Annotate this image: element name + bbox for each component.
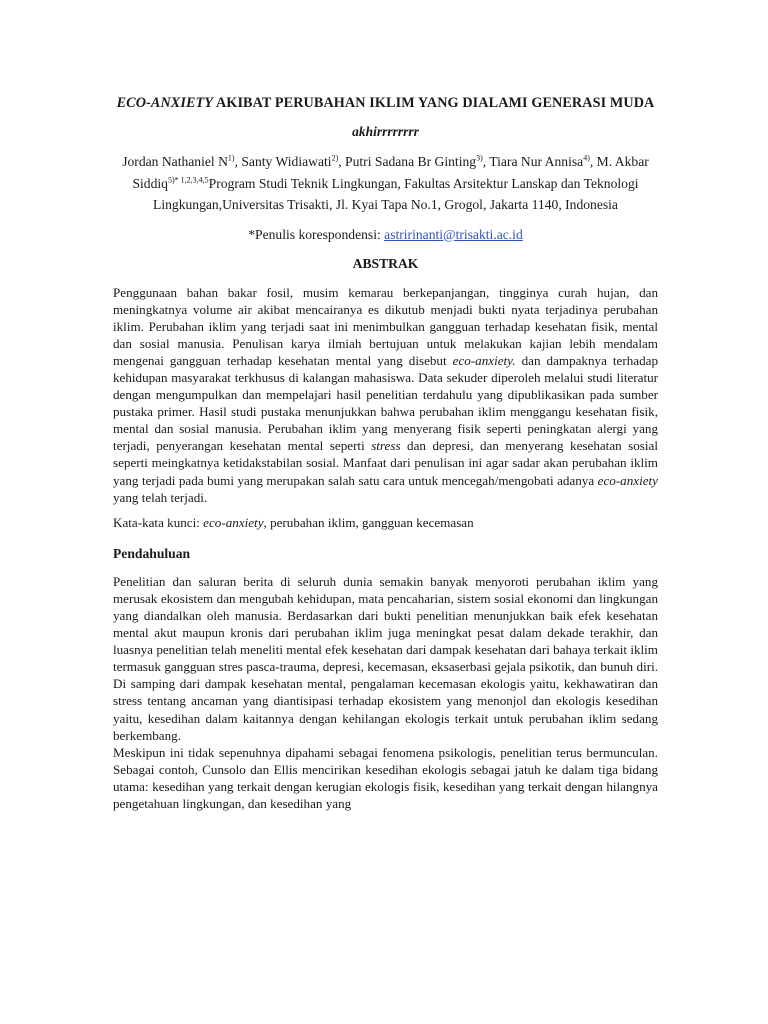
abstract-text-3: dan depresi, dan menyerang kesehatan sosial seperti meingkatnya ketidakstabilan sosial. Manfaat dari penulisan ini agar sadar akan perubahan iklim yang terjadi pada bumi yang merupakan salah satu cara untuk mencegah/mengobati adanya (113, 438, 658, 488)
abstract-text-2: dan dampaknya terhadap kehidupan masyarakat terkhusus di kalangan mahasiswa. Data sekuder diperoleh melalui studi literatur dengan mengumpulkan dan mempelajari hasil penelitian terdahulu yang dipublikasikan pada sumber pustaka primer. Hasil studi pustaka menunjukkan bahwa perubahan iklim menggangu kesehatan fisik, mental dan sosial manusia. Perubahan iklim yang menyerang fisik seperti peningkatan alergi yang terjadi, penyerangan kesehatan mental seperti (113, 352, 658, 454)
correspondence-line (113, 225, 658, 245)
author-1-sup: 1) (227, 153, 235, 163)
paper-subtitle: akhirrrrrrrr (352, 124, 419, 139)
body-paragraph-2: Meskipun ini tidak sepenuhnya dipahami sebagai fenomena psikologis, penelitian terus bermunculan. Sebagai contoh, Cunsolo dan Ellis mencirikan kesedihan ekologis sebagai jatuh ke dalam tiga bidang utama: kesedihan yang terkait dengan kerugian ekologis fisik, kesedihan yang terkait dengan hilangnya pengetahuan lingkungan, dan kesedihan yang (113, 744, 658, 812)
body-paragraph-1: Penelitian dan saluran berita di seluruh dunia semakin banyak menyoroti perubahan iklim yang merusak ekosistem dan mengubah kehidupan, mata pencaharian, sistem sosial ekonomi dan lingkungan yang diandalkan oleh manusia. Berdasarkan dari bukti penelitian menunjukkan baik efek kesehatan mental akut maupun kronis dari perubahan iklim juga meningkat pesat dalam dekade terakhir, dan luasnya penelitian telah meneliti mental efek kesehatan dari dampak kesehatan dari bahaya terkait iklim termasuk gangguan stres pasca-trauma, depresi, kecemasan, eksaserbasi gejala psikotik, dan bunuh diri. Di samping dari dampak kesehatan mental, pengalaman kecemasan ekologis yaitu, kekhawatiran dan stress tentang ancaman yang diantisipasi terhadap ekosistem yang menonjol dan ekologis kesedihan yaitu, kesedihan dalam kaitannya dengan kehilangan ekologis terkait untuk perubahan iklim sedang berkembang. (113, 573, 658, 743)
abstract-italic-1: eco-anxiety. (452, 352, 516, 368)
correspondence-email-link[interactable]: astririnanti@trisakti.ac.id (384, 226, 523, 242)
abstract-text-4: yang telah terjadi. (113, 489, 208, 505)
author-5-sup: 5)* 1,2,3,4,5 (167, 174, 209, 184)
keywords-line (113, 514, 658, 531)
author-3: , Putri Sadana Br Ginting (338, 154, 477, 169)
author-3-sup: 3) (476, 153, 483, 163)
title-italic-part: ECO-ANXIETY (116, 95, 214, 111)
keywords-italic: eco-anxiety (203, 514, 264, 530)
author-block (113, 151, 658, 216)
keywords-rest: , perubahan iklim, gangguan kecemasan (263, 514, 474, 530)
author-4: , Tiara Nur Annisa (482, 154, 584, 169)
paper-title (113, 93, 658, 113)
affiliation: Program Studi Teknik Lingkungan, Fakultas Arsitektur Lanskap dan Teknologi Lingkungan,Universitas Trisakti, Jl. Kyai Tapa No.1, Grogol, Jakarta 1140, Indonesia (153, 175, 639, 212)
author-2: , Santy Widiawati (234, 154, 332, 169)
section-heading-pendahuluan: Pendahuluan (113, 545, 191, 561)
author-4-sup: 4) (583, 153, 590, 163)
author-2-sup: 2) (331, 153, 339, 163)
author-5: , M. Akbar Siddiq (132, 154, 649, 191)
abstract-heading: ABSTRAK (352, 255, 419, 271)
abstract-italic-2: stress (371, 438, 401, 454)
author-1: Jordan Nathaniel N (122, 154, 228, 169)
abstract-text-1: Penggunaan bahan bakar fosil, musim kemarau berkepanjangan, tingginya curah hujan, dan meningkatnya volume air akibat mencairanya es dikutub menjadi bukti nyata terjadinya perubahan iklim. Perubahan iklim yang terjadi saat ini menimbulkan gangguan terhadap kesehatan fisik, mental dan sosial manusia. Penulisan karya ilmiah bertujuan untuk melakukan kajian lebih mendalam mengenai gangguan terhadap kesehatan mental yang disebut (113, 284, 658, 368)
abstract-italic-3: eco-anxiety (597, 472, 658, 488)
title-rest: AKIBAT PERUBAHAN IKLIM YANG DIALAMI GENERASI MUDA (213, 95, 655, 111)
abstract-paragraph (113, 284, 658, 506)
correspondence-label: *Penulis korespondensi: (248, 226, 385, 242)
keywords-label: Kata-kata kunci: (113, 514, 204, 530)
